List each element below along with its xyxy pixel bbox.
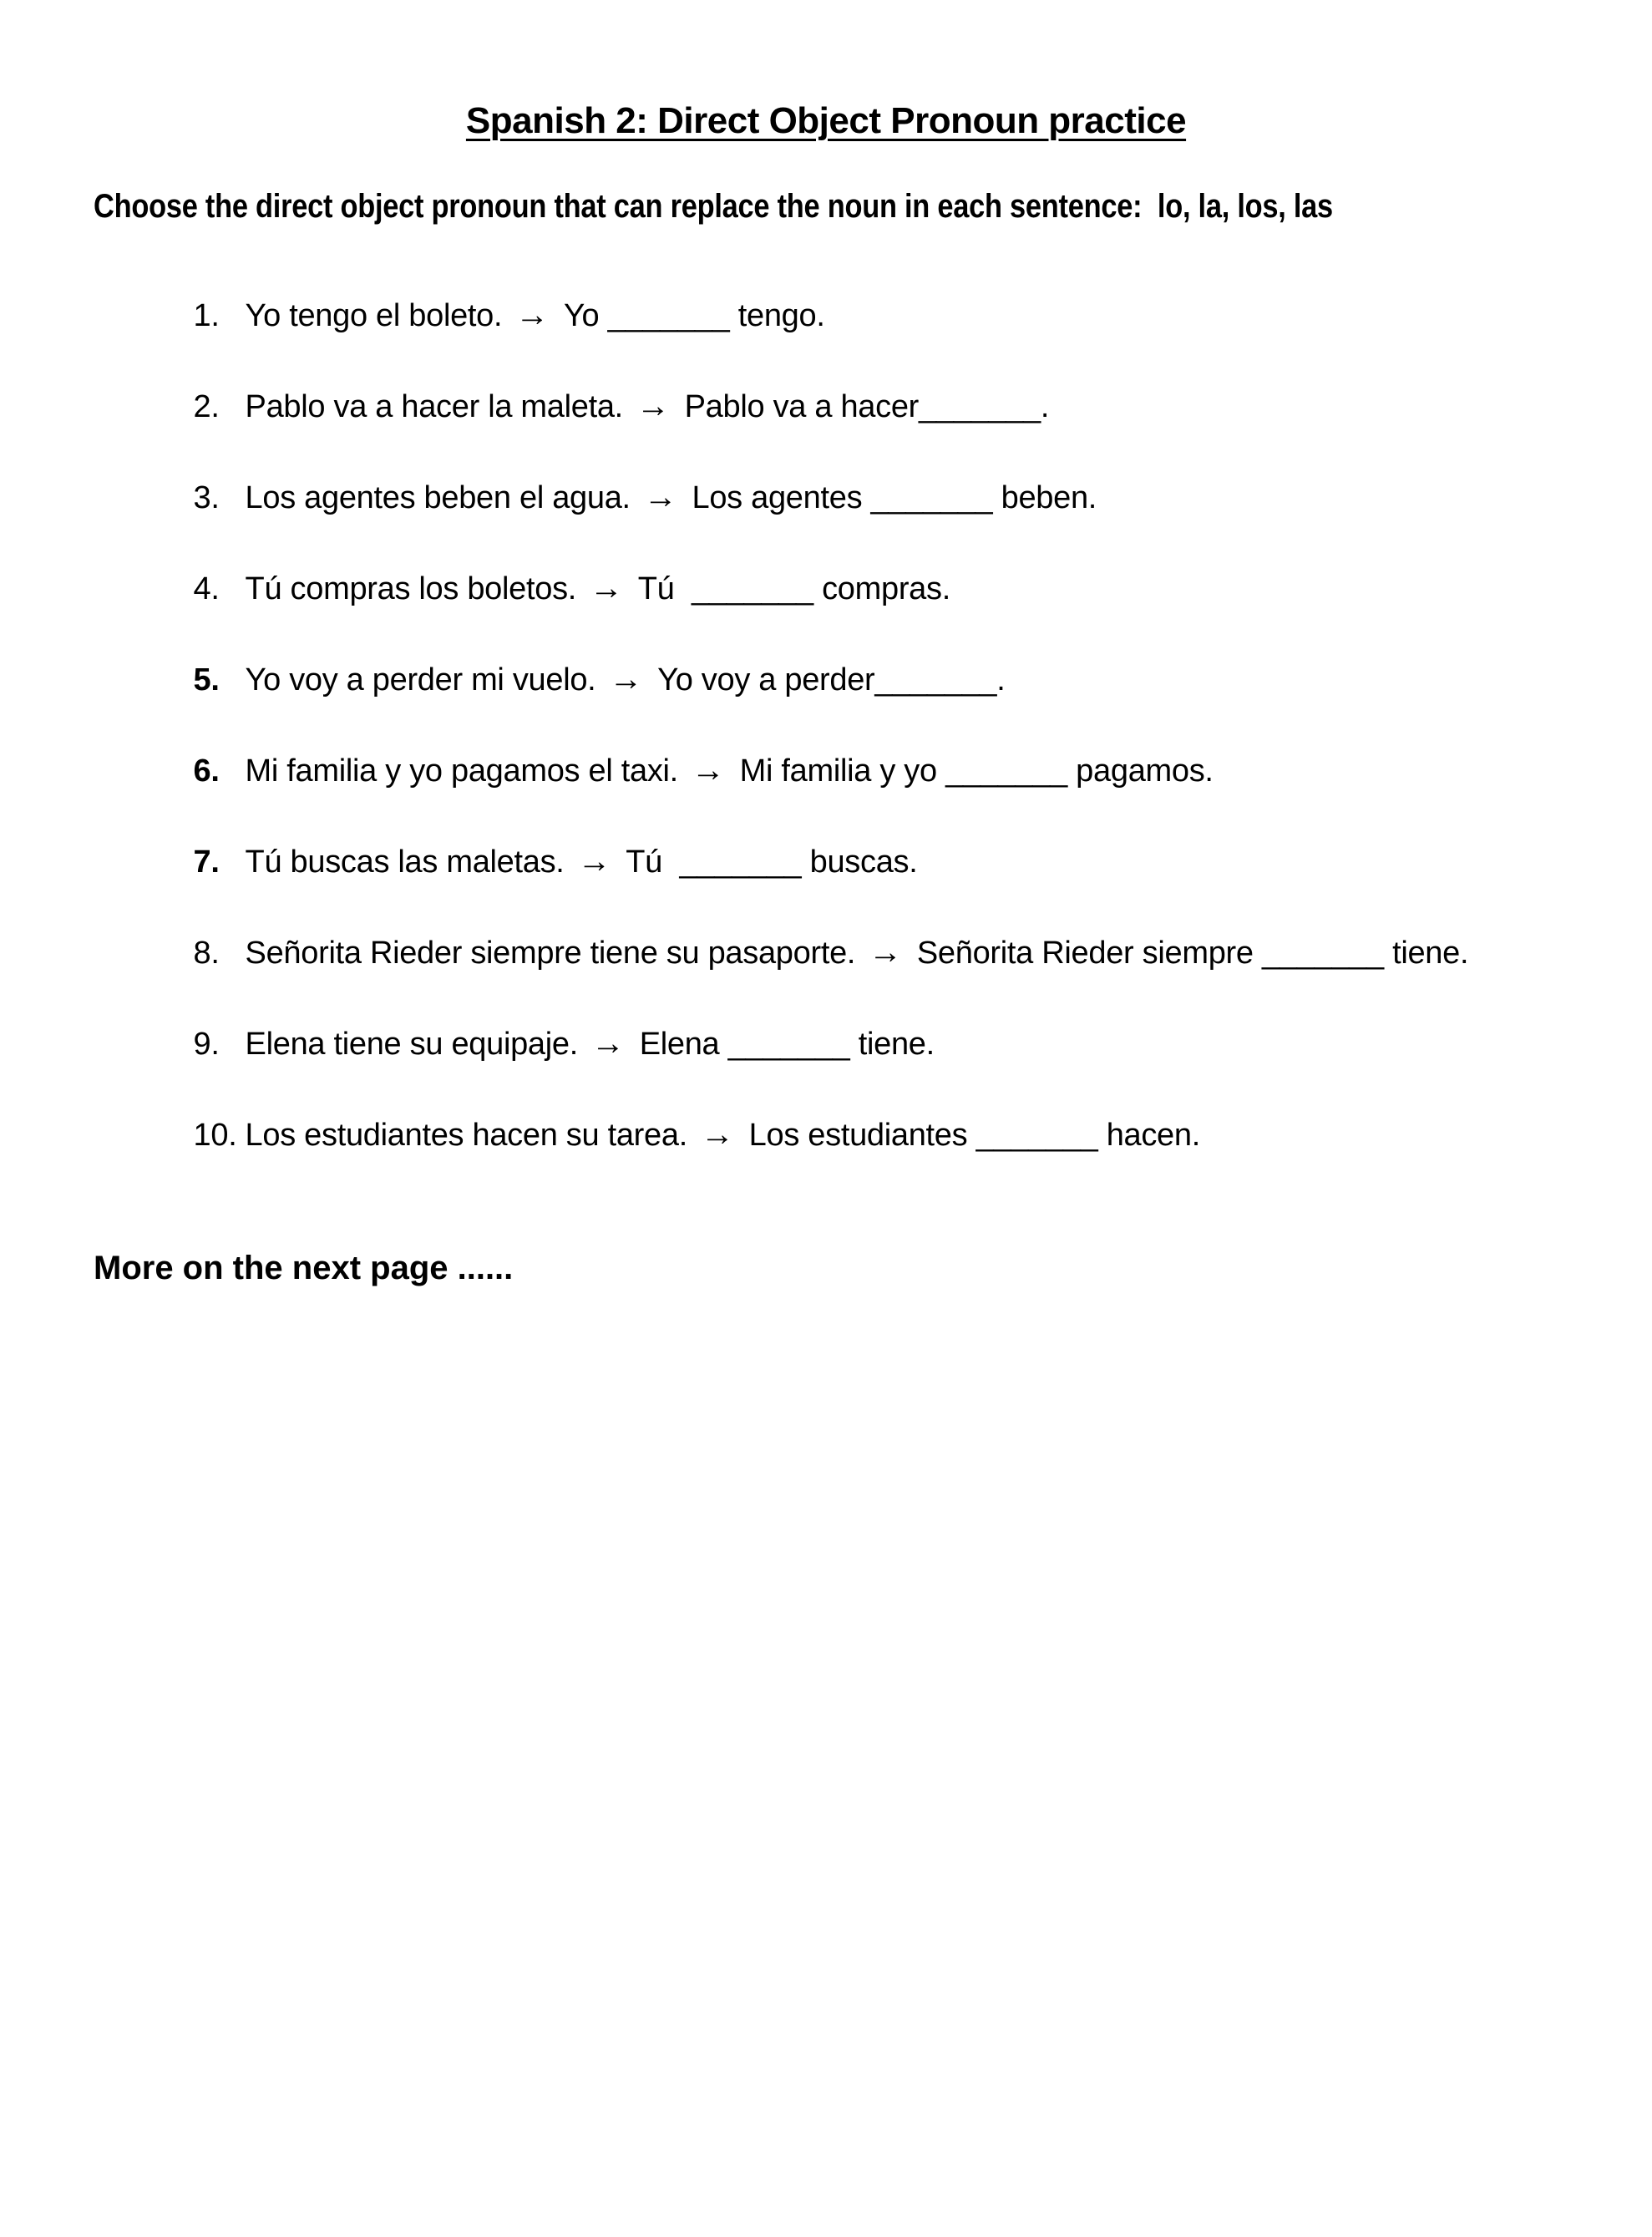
exercise-item-3 — [142, 439, 1652, 515]
item-number: 1. — [193, 298, 220, 333]
arrow-icon: → — [591, 1025, 625, 1062]
item-number: 10. — [193, 1118, 237, 1153]
arrow-icon: → — [609, 661, 643, 697]
arrow-icon: → — [515, 297, 549, 333]
sentence-transformed: Yo voy a perder_______. — [657, 662, 1006, 697]
item-number: 4. — [193, 571, 220, 606]
worksheet-page — [0, 99, 1652, 2237]
exercise-item-4 — [142, 530, 1652, 606]
more-next-page-note: More on the next page ...... — [94, 1250, 514, 1286]
item-number: 7. — [193, 845, 220, 880]
arrow-icon: → — [577, 843, 611, 880]
exercise-list — [142, 257, 1652, 1153]
exercise-item-1 — [142, 257, 1652, 333]
arrow-icon: → — [643, 479, 677, 515]
exercise-item-5 — [142, 621, 1652, 697]
arrow-icon: → — [869, 934, 902, 971]
arrow-icon: → — [590, 570, 623, 606]
item-number: 8. — [193, 936, 220, 971]
sentence-original: Los estudiantes hacen su tarea. — [245, 1118, 687, 1153]
arrow-icon: → — [691, 752, 725, 789]
sentence-transformed: Yo _______ tengo. — [563, 298, 825, 333]
sentence-transformed: Los agentes _______ beben. — [692, 480, 1097, 515]
arrow-icon: → — [636, 388, 670, 424]
sentence-original: Señorita Rieder siempre tiene su pasaporte. — [245, 936, 856, 971]
page-title — [0, 99, 1652, 144]
sentence-transformed: Mi familia y yo _______ pagamos. — [739, 753, 1214, 789]
sentence-original: Tú buscas las maletas. — [245, 845, 565, 880]
sentence-original: Elena tiene su equipaje. — [245, 1027, 578, 1062]
sentence-transformed: Tú _______ buscas. — [626, 845, 918, 880]
sentence-transformed: Señorita Rieder siempre _______ tiene. — [916, 936, 1469, 971]
page-title-text: Spanish 2: Direct Object Pronoun practice — [465, 100, 1187, 141]
exercise-item-6 — [142, 713, 1652, 789]
exercise-item-8 — [142, 895, 1652, 971]
arrow-icon: → — [700, 1116, 734, 1153]
sentence-original: Yo voy a perder mi vuelo. — [245, 662, 596, 697]
item-number: 6. — [193, 753, 220, 789]
exercise-item-2 — [142, 348, 1652, 424]
sentence-original: Yo tengo el boleto. — [245, 298, 503, 333]
sentence-original: Tú compras los boletos. — [245, 571, 577, 606]
item-number: 3. — [193, 480, 220, 515]
item-number: 5. — [193, 662, 220, 697]
instructions-line: Choose the direct object pronoun that can replace the noun in each sentence: lo, la, los, las — [94, 188, 1333, 225]
exercise-item-10 — [142, 1077, 1652, 1153]
sentence-transformed: Los estudiantes _______ hacen. — [748, 1118, 1200, 1153]
sentence-transformed: Pablo va a hacer_______. — [684, 389, 1050, 424]
exercise-item-9 — [142, 986, 1652, 1062]
sentence-transformed: Tú _______ compras. — [637, 571, 950, 606]
sentence-original: Los agentes beben el agua. — [245, 480, 631, 515]
item-number: 2. — [193, 389, 220, 424]
sentence-original: Mi familia y yo pagamos el taxi. — [245, 753, 678, 789]
exercise-item-7 — [142, 804, 1652, 880]
sentence-original: Pablo va a hacer la maleta. — [245, 389, 623, 424]
item-number: 9. — [193, 1027, 220, 1062]
sentence-transformed: Elena _______ tiene. — [639, 1027, 935, 1062]
